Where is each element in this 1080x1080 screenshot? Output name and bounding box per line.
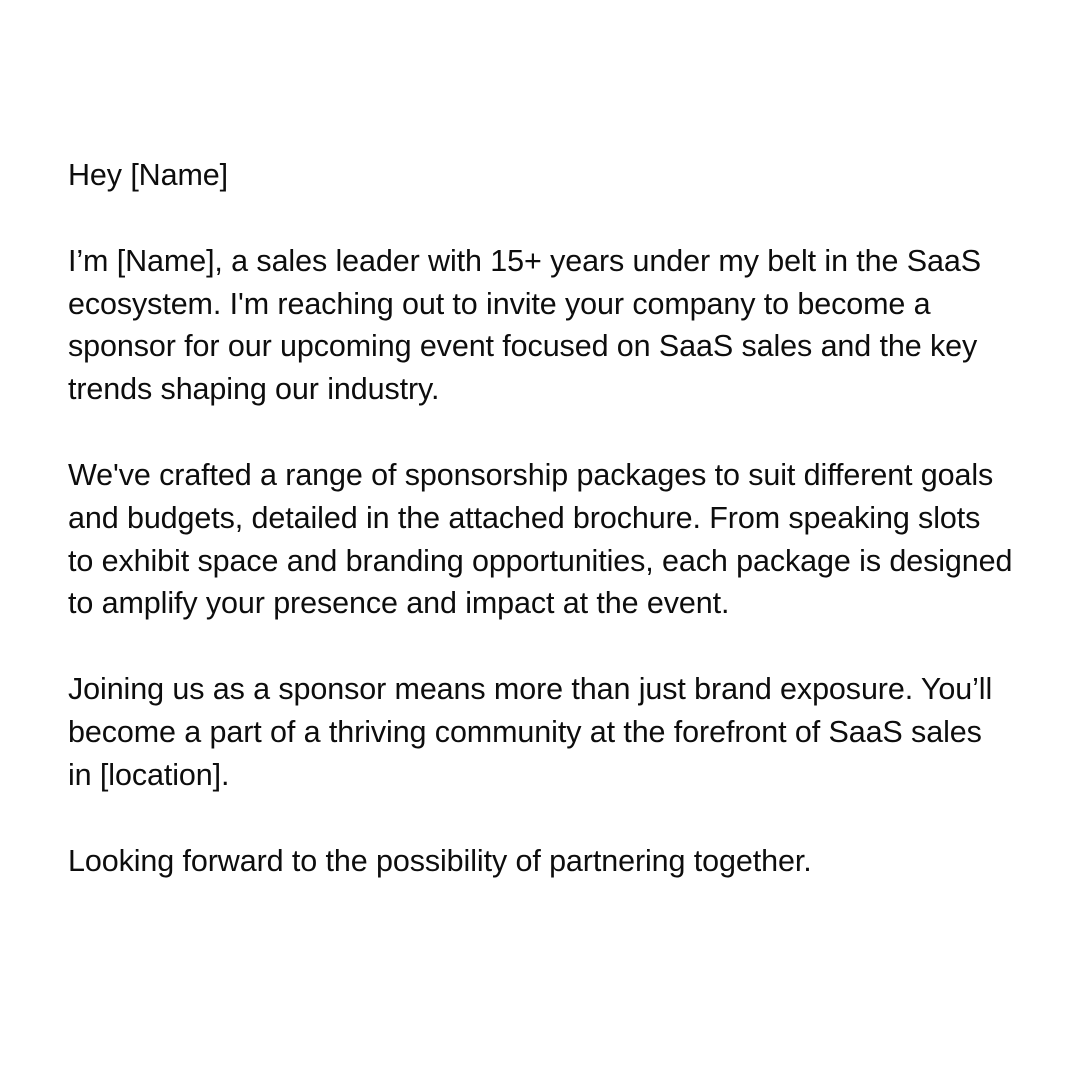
email-body bbox=[68, 154, 1021, 882]
paragraph-greeting: Hey [Name] bbox=[68, 158, 229, 192]
paragraph-intro: I’m [Name], a sales leader with 15+ years under my belt in the SaaS ecosystem. I'm reaching out to invite your company to become a sponsor for our upcoming event focused on SaaS sales and the key trends shaping our industry. bbox=[68, 243, 990, 407]
paragraph-value: Joining us as a sponsor means more than just brand exposure. You’ll become a part of a thriving community at the forefront of SaaS sales in [location]. bbox=[68, 672, 1001, 792]
paragraph-packages: We've crafted a range of sponsorship packages to suit different goals and budgets, detailed in the attached brochure. From speaking slots to exhibit space and branding opportunities, each package is designed to amplify your presence and impact at the event. bbox=[68, 457, 1021, 621]
paragraph-closing: Looking forward to the possibility of partnering together. bbox=[68, 843, 812, 878]
